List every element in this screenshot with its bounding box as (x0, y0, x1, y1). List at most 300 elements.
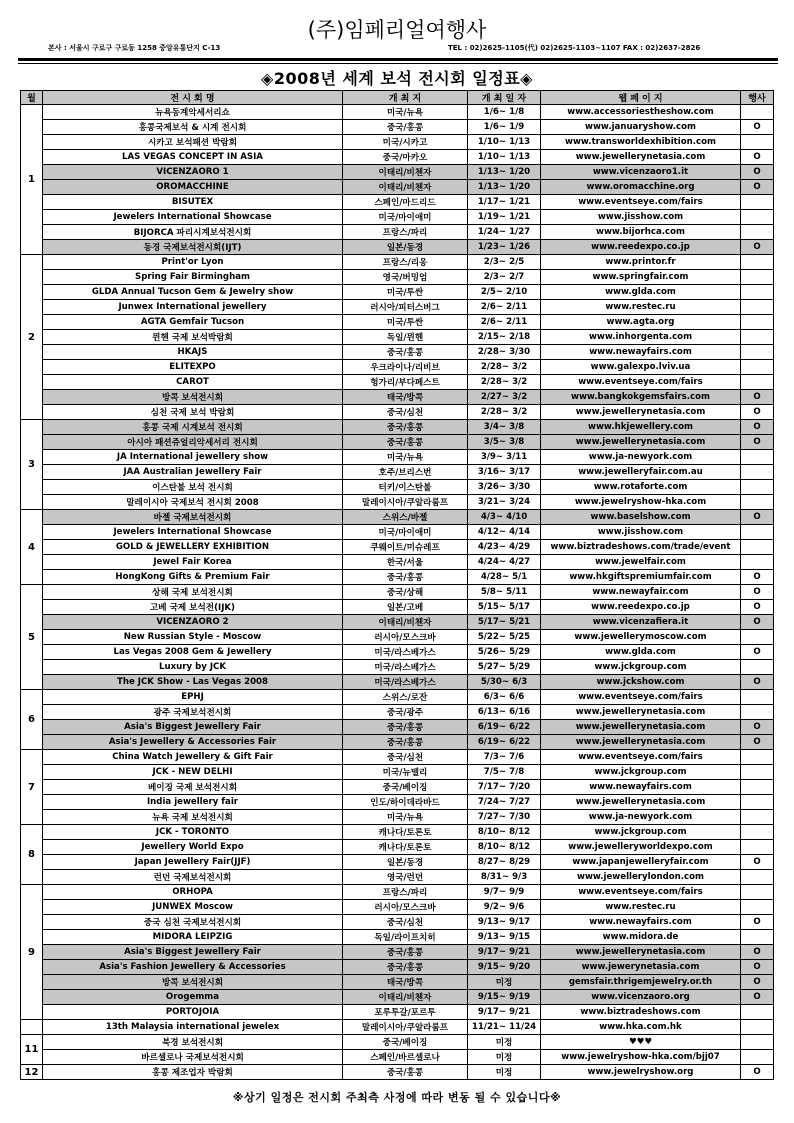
month-cell: 9 (21, 885, 43, 1020)
month-cell (21, 1020, 43, 1035)
col-header-web: 웹 페 이 지 (541, 91, 741, 105)
venue: 미국/라스베가스 (343, 660, 468, 675)
footer-note: ※상기 일정은 전시회 주최측 사정에 따라 변동 될 수 있습니다※ (232, 1091, 562, 1104)
dates: 9/17~ 9/21 (468, 1005, 541, 1020)
venue: 중국/홍콩 (343, 1065, 468, 1080)
exhibition-name: Asia's Fashion Jewellery & Accessories (43, 960, 343, 975)
venue: 프랑스/파리 (343, 885, 468, 900)
exhibition-name: Jewelers International Showcase (43, 210, 343, 225)
website: www.jewelfair.com (541, 555, 741, 570)
exhibition-name: 광주 국제보석전시회 (43, 705, 343, 720)
website: www.ja-newyork.com (541, 810, 741, 825)
website: www.biztradeshows.com (541, 1005, 741, 1020)
col-header-event: 행사 (741, 91, 774, 105)
venue: 미국/마이애미 (343, 525, 468, 540)
website: ♥♥♥ (541, 1035, 741, 1050)
dates: 9/17~ 9/21 (468, 945, 541, 960)
website: www.hkgiftspremiumfair.com (541, 570, 741, 585)
table-row (21, 525, 774, 540)
dates: 7/3~ 7/6 (468, 750, 541, 765)
dates: 7/5~ 7/8 (468, 765, 541, 780)
exhibition-name: ORHOPA (43, 885, 343, 900)
table-row (21, 990, 774, 1005)
venue: 러시아/피터스버그 (343, 300, 468, 315)
month-cell: 6 (21, 690, 43, 750)
venue: 중국/마카오 (343, 150, 468, 165)
event-mark (741, 825, 774, 840)
venue: 스위스/바젤 (343, 510, 468, 525)
website: www.jewellerynetasia.com (541, 405, 741, 420)
venue: 이태리/비첸자 (343, 165, 468, 180)
venue: 영국/버밍엄 (343, 270, 468, 285)
venue: 러시아/모스크바 (343, 900, 468, 915)
dates: 8/10~ 8/12 (468, 840, 541, 855)
website: www.jckgroup.com (541, 660, 741, 675)
exhibition-name: 상해 국제 보석전시회 (43, 585, 343, 600)
table-row (21, 150, 774, 165)
website: www.ja-newyork.com (541, 450, 741, 465)
event-mark (741, 345, 774, 360)
event-mark (741, 840, 774, 855)
table-row (21, 315, 774, 330)
exhibition-name: MIDORA LEIPZIG (43, 930, 343, 945)
event-mark: O (741, 735, 774, 750)
website: www.jckgroup.com (541, 825, 741, 840)
event-mark (741, 690, 774, 705)
dates: 5/26~ 5/29 (468, 645, 541, 660)
exhibition-name: India jewellery fair (43, 795, 343, 810)
website: www.vicenzaoro.org (541, 990, 741, 1005)
website: www.galexpo.lviv.ua (541, 360, 741, 375)
table-row (21, 930, 774, 945)
dates: 7/17~ 7/20 (468, 780, 541, 795)
dates: 1/6~ 1/9 (468, 120, 541, 135)
table-row (21, 630, 774, 645)
exhibition-name: 고베 국제 보석전(IJK) (43, 600, 343, 615)
event-mark (741, 540, 774, 555)
venue: 우크라이나/리비브 (343, 360, 468, 375)
exhibition-name: Asia's Biggest Jewellery Fair (43, 945, 343, 960)
dates: 4/3~ 4/10 (468, 510, 541, 525)
table-row (21, 735, 774, 750)
website: www.jckshow.com (541, 675, 741, 690)
table-row (21, 585, 774, 600)
table-row (21, 825, 774, 840)
event-mark (741, 780, 774, 795)
event-mark: O (741, 510, 774, 525)
website: www.newayfairs.com (541, 345, 741, 360)
event-mark: O (741, 570, 774, 585)
month-cell: 8 (21, 825, 43, 885)
event-mark (741, 525, 774, 540)
venue: 쿠웨이트/미슈레프 (343, 540, 468, 555)
page-title: ◈2008년 세계 보석 전시회 일정표◈ (261, 69, 533, 88)
venue: 중국/홍콩 (343, 960, 468, 975)
venue: 미국/라스베가스 (343, 645, 468, 660)
exhibition-name: 홍콩 국제 시계보석 전시회 (43, 420, 343, 435)
venue: 미국/마이애미 (343, 210, 468, 225)
exhibition-name: AGTA Gemfair Tucson (43, 315, 343, 330)
event-mark (741, 810, 774, 825)
event-mark (741, 1005, 774, 1020)
dates: 4/12~ 4/14 (468, 525, 541, 540)
venue: 미국/뉴욕 (343, 810, 468, 825)
event-mark: O (741, 420, 774, 435)
exhibition-name: 바젤 국제보석전시회 (43, 510, 343, 525)
venue: 스위스/로잔 (343, 690, 468, 705)
table-row (21, 180, 774, 195)
table-row (21, 960, 774, 975)
venue: 스페인/마드리드 (343, 195, 468, 210)
dates: 6/19~ 6/22 (468, 735, 541, 750)
dates: 2/28~ 3/2 (468, 375, 541, 390)
dates: 2/6~ 2/11 (468, 300, 541, 315)
dates: 1/6~ 1/8 (468, 105, 541, 120)
event-mark: O (741, 615, 774, 630)
exhibition-name: Spring Fair Birmingham (43, 270, 343, 285)
venue: 터키/이스탄불 (343, 480, 468, 495)
venue: 중국/광주 (343, 705, 468, 720)
event-mark (741, 195, 774, 210)
month-cell: 11 (21, 1035, 43, 1065)
dates: 9/15~ 9/19 (468, 990, 541, 1005)
dates: 3/16~ 3/17 (468, 465, 541, 480)
exhibition-name: BISUTEX (43, 195, 343, 210)
company-name: (주)임페리얼여행사 (307, 18, 487, 42)
event-mark: O (741, 720, 774, 735)
table-row (21, 120, 774, 135)
event-mark (741, 750, 774, 765)
website: www.vicenzafiera.it (541, 615, 741, 630)
dates: 1/13~ 1/20 (468, 180, 541, 195)
month-cell: 1 (21, 105, 43, 255)
exhibition-name: 바르셀로나 국제보석전시회 (43, 1050, 343, 1065)
venue: 일본/고베 (343, 600, 468, 615)
table-row (21, 570, 774, 585)
venue: 이태리/비첸자 (343, 180, 468, 195)
website: www.biztradeshows.com/trade/event (541, 540, 741, 555)
event-mark (741, 795, 774, 810)
venue: 미국/투싼 (343, 285, 468, 300)
dates: 5/15~ 5/17 (468, 600, 541, 615)
dates: 8/31~ 9/3 (468, 870, 541, 885)
table-row (21, 915, 774, 930)
event-mark (741, 705, 774, 720)
exhibition-name: China Watch Jewellery & Gift Fair (43, 750, 343, 765)
table-row (21, 360, 774, 375)
table-row (21, 465, 774, 480)
venue: 미국/라스베가스 (343, 675, 468, 690)
exhibition-name: 이스탄불 보석 전시회 (43, 480, 343, 495)
venue: 영국/런던 (343, 870, 468, 885)
exhibition-name: Las Vegas 2008 Gem & Jewellery (43, 645, 343, 660)
dates: 2/28~ 3/2 (468, 360, 541, 375)
event-mark (741, 135, 774, 150)
col-header-month: 월 (21, 91, 43, 105)
table-row (21, 450, 774, 465)
dates: 미정 (468, 1035, 541, 1050)
exhibition-name: Luxury by JCK (43, 660, 343, 675)
table-row (21, 435, 774, 450)
exhibition-name: Orogemma (43, 990, 343, 1005)
website: www.jewellerynetasia.com (541, 945, 741, 960)
exhibition-name: 홍콩 제조업자 박람회 (43, 1065, 343, 1080)
website: www.oromacchine.org (541, 180, 741, 195)
exhibition-name: 북경 보석전시회 (43, 1035, 343, 1050)
venue: 중국/심천 (343, 750, 468, 765)
venue: 중국/홍콩 (343, 345, 468, 360)
table-row (21, 855, 774, 870)
venue: 프랑스/리옹 (343, 255, 468, 270)
exhibition-name: 심천 국제 보석 박람회 (43, 405, 343, 420)
exhibition-name: EPHJ (43, 690, 343, 705)
venue: 헝가리/부다페스트 (343, 375, 468, 390)
table-row (21, 495, 774, 510)
event-mark (741, 465, 774, 480)
table-row (21, 210, 774, 225)
exhibition-name: Asia's Jewellery & Accessories Fair (43, 735, 343, 750)
event-mark (741, 270, 774, 285)
event-mark (741, 1020, 774, 1035)
exhibition-name: Print'or Lyon (43, 255, 343, 270)
venue: 한국/서울 (343, 555, 468, 570)
event-mark: O (741, 855, 774, 870)
table-row (21, 975, 774, 990)
event-mark: O (741, 120, 774, 135)
month-cell: 12 (21, 1065, 43, 1080)
website: www.jewellerylondon.com (541, 870, 741, 885)
exhibition-name: 뉴욕 국제 보석전시회 (43, 810, 343, 825)
exhibition-name: VICENZAORO 1 (43, 165, 343, 180)
table-row (21, 135, 774, 150)
event-mark: O (741, 405, 774, 420)
venue: 일본/동경 (343, 855, 468, 870)
event-mark (741, 1035, 774, 1050)
header-rule-thin (18, 63, 778, 64)
exhibition-name: HongKong Gifts & Premium Fair (43, 570, 343, 585)
dates: 미정 (468, 1050, 541, 1065)
exhibition-name: 말레이시아 국제보석 전시회 2008 (43, 495, 343, 510)
dates: 3/4~ 3/8 (468, 420, 541, 435)
month-cell: 7 (21, 750, 43, 825)
table-header-row (21, 91, 774, 105)
event-mark: O (741, 240, 774, 255)
website: www.jewellerynetasia.com (541, 720, 741, 735)
exhibition-name: JA International jewellery show (43, 450, 343, 465)
dates: 11/21~ 11/24 (468, 1020, 541, 1035)
table-row (21, 660, 774, 675)
website: www.eventseye.com/fairs (541, 375, 741, 390)
website: www.jckgroup.com (541, 765, 741, 780)
website: www.baselshow.com (541, 510, 741, 525)
dates: 8/27~ 8/29 (468, 855, 541, 870)
exhibition-name: HKAJS (43, 345, 343, 360)
month-cell: 2 (21, 255, 43, 420)
dates: 9/2~ 9/6 (468, 900, 541, 915)
month-cell: 4 (21, 510, 43, 585)
exhibition-name: 홍콩국제보석 & 시계 전시회 (43, 120, 343, 135)
event-mark (741, 1050, 774, 1065)
venue: 태국/방콕 (343, 390, 468, 405)
dates: 2/15~ 2/18 (468, 330, 541, 345)
exhibition-name: BIJORCA 파리시계보석전시회 (43, 225, 343, 240)
exhibition-name: Jewellery World Expo (43, 840, 343, 855)
event-mark (741, 330, 774, 345)
dates: 4/28~ 5/1 (468, 570, 541, 585)
dates: 9/7~ 9/9 (468, 885, 541, 900)
table-row (21, 795, 774, 810)
dates: 7/24~ 7/27 (468, 795, 541, 810)
col-header-venue: 개 최 지 (343, 91, 468, 105)
venue: 스페인/바르셀로나 (343, 1050, 468, 1065)
website: www.springfair.com (541, 270, 741, 285)
website: www.newayfairs.com (541, 915, 741, 930)
exhibition-name: 뮌헨 국제 보석박람회 (43, 330, 343, 345)
dates: 2/3~ 2/5 (468, 255, 541, 270)
table-row (21, 705, 774, 720)
website: www.jewelryshow-hka.com/bjj07 (541, 1050, 741, 1065)
event-mark: O (741, 990, 774, 1005)
website: www.newayfairs.com (541, 780, 741, 795)
event-mark: O (741, 960, 774, 975)
website: www.eventseye.com/fairs (541, 195, 741, 210)
exhibition-name: GOLD & JEWELLERY EXHIBITION (43, 540, 343, 555)
website: www.hka.com.hk (541, 1020, 741, 1035)
venue: 중국/상해 (343, 585, 468, 600)
website: www.eventseye.com/fairs (541, 690, 741, 705)
venue: 태국/방콕 (343, 975, 468, 990)
table-row (21, 810, 774, 825)
table-row (21, 675, 774, 690)
exhibition-name: JCK - TORONTO (43, 825, 343, 840)
table-row (21, 225, 774, 240)
website: www.eventseye.com/fairs (541, 885, 741, 900)
website: www.accessoriestheshow.com (541, 105, 741, 120)
table-row (21, 345, 774, 360)
venue: 중국/심천 (343, 915, 468, 930)
exhibition-name: 뉴욕동계악세서리쇼 (43, 105, 343, 120)
col-header-name: 전 시 회 명 (43, 91, 343, 105)
event-mark (741, 375, 774, 390)
website: www.rotaforte.com (541, 480, 741, 495)
exhibition-name: 방콕 보석전시회 (43, 390, 343, 405)
website: www.midora.de (541, 930, 741, 945)
table-row (21, 885, 774, 900)
event-mark: O (741, 150, 774, 165)
exhibition-name: GLDA Annual Tucson Gem & Jewelry show (43, 285, 343, 300)
exhibition-name: 방콕 보석전시회 (43, 975, 343, 990)
event-mark: O (741, 180, 774, 195)
dates: 5/17~ 5/21 (468, 615, 541, 630)
table-row (21, 870, 774, 885)
table-row (21, 300, 774, 315)
event-mark: O (741, 645, 774, 660)
website: www.jewerynetasia.com (541, 960, 741, 975)
exhibition-name: 아시아 패션쥬얼리악세서리 전시회 (43, 435, 343, 450)
event-mark (741, 300, 774, 315)
event-mark: O (741, 435, 774, 450)
table-row (21, 480, 774, 495)
website: www.jewellerynetasia.com (541, 795, 741, 810)
dates: 4/24~ 4/27 (468, 555, 541, 570)
table-row (21, 285, 774, 300)
table-row (21, 510, 774, 525)
website: gemsfair.thrigemjewelry.or.th (541, 975, 741, 990)
dates: 1/19~ 1/21 (468, 210, 541, 225)
website: www.januaryshow.com (541, 120, 741, 135)
website: www.glda.com (541, 645, 741, 660)
event-mark: O (741, 165, 774, 180)
event-mark (741, 210, 774, 225)
dates: 1/13~ 1/20 (468, 165, 541, 180)
venue: 미국/투싼 (343, 315, 468, 330)
venue: 포루투갈/포르투 (343, 1005, 468, 1020)
exhibition-name: 런던 국제보석전시회 (43, 870, 343, 885)
exhibition-name: JUNWEX Moscow (43, 900, 343, 915)
venue: 미국/뉴욕 (343, 105, 468, 120)
venue: 캐나다/토론토 (343, 840, 468, 855)
website: www.jewelryshow.org (541, 1065, 741, 1080)
website: www.inhorgenta.com (541, 330, 741, 345)
table-row (21, 405, 774, 420)
dates: 8/10~ 8/12 (468, 825, 541, 840)
dates: 4/23~ 4/29 (468, 540, 541, 555)
col-header-dates: 개 최 일 자 (468, 91, 541, 105)
table-row (21, 840, 774, 855)
website: www.vicenzaoro1.it (541, 165, 741, 180)
dates: 2/28~ 3/2 (468, 405, 541, 420)
venue: 중국/심천 (343, 405, 468, 420)
venue: 말레이시아/쿠알라룸프 (343, 495, 468, 510)
website: www.jisshow.com (541, 525, 741, 540)
event-mark (741, 105, 774, 120)
website: www.printor.fr (541, 255, 741, 270)
table-row (21, 615, 774, 630)
dates: 2/27~ 3/2 (468, 390, 541, 405)
venue: 중국/홍콩 (343, 435, 468, 450)
event-mark: O (741, 975, 774, 990)
event-mark (741, 495, 774, 510)
table-row (21, 1020, 774, 1035)
table-row (21, 195, 774, 210)
exhibition-name: ELITEXPO (43, 360, 343, 375)
table-row (21, 1065, 774, 1080)
website: www.reedexpo.co.jp (541, 600, 741, 615)
website: www.jewellerynetasia.com (541, 150, 741, 165)
event-mark (741, 660, 774, 675)
table-row (21, 945, 774, 960)
dates: 6/13~ 6/16 (468, 705, 541, 720)
website: www.japanjewelleryfair.com (541, 855, 741, 870)
event-mark: O (741, 585, 774, 600)
dates: 3/5~ 3/8 (468, 435, 541, 450)
exhibition-schedule-table (20, 90, 774, 1080)
website: www.agta.org (541, 315, 741, 330)
dates: 5/27~ 5/29 (468, 660, 541, 675)
dates: 2/3~ 2/7 (468, 270, 541, 285)
exhibition-name: 동경 국제보석전시회(IJT) (43, 240, 343, 255)
website: www.restec.ru (541, 300, 741, 315)
exhibition-name: Jewel Fair Korea (43, 555, 343, 570)
website: www.hkjewellery.com (541, 420, 741, 435)
table-row (21, 240, 774, 255)
venue: 중국/홍콩 (343, 570, 468, 585)
exhibition-name: 중국 심천 국제보석전시회 (43, 915, 343, 930)
website: www.transworldexhibition.com (541, 135, 741, 150)
table-row (21, 255, 774, 270)
table-row (21, 330, 774, 345)
exhibition-name: 베이징 국제 보석전시회 (43, 780, 343, 795)
